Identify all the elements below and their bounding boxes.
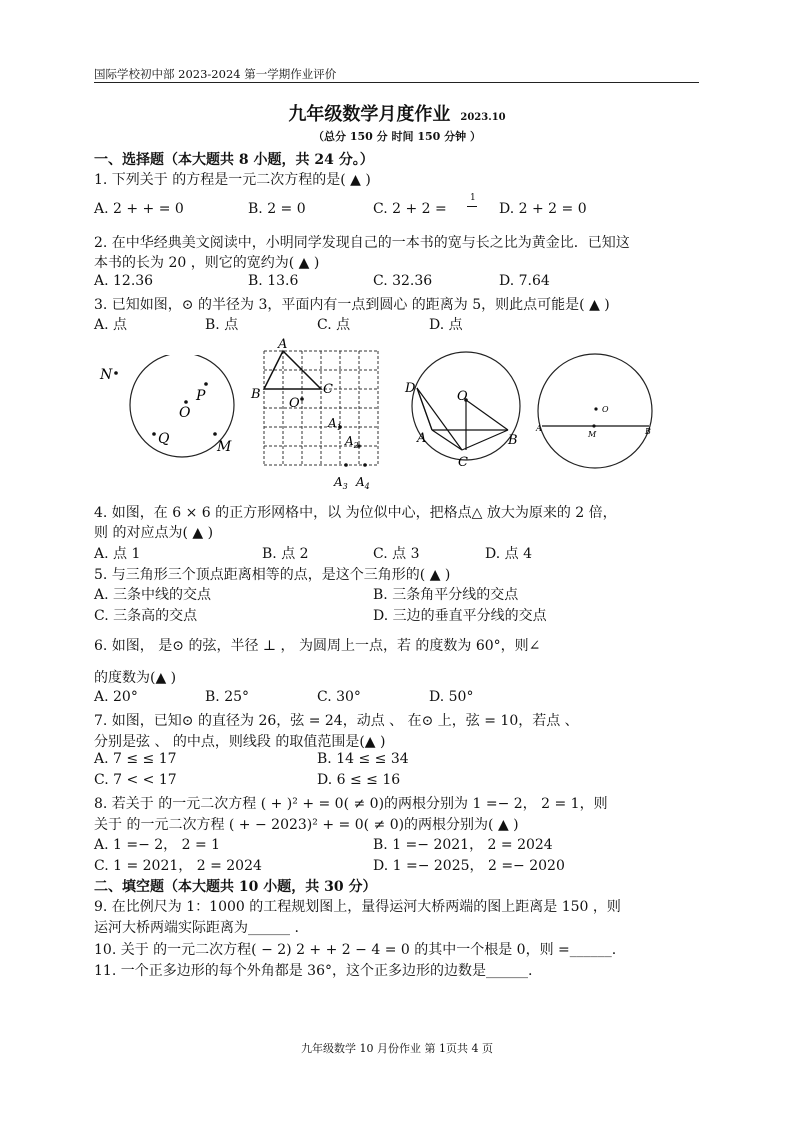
point-o [184,400,188,404]
q8-option-c: C. 1 = 2021， 2 = 2024 [94,858,262,874]
q2-option-d: D. 7.64 [499,273,550,289]
point-p [204,382,208,386]
q8-option-a: A. 1 =− 2， 2 = 1 [94,837,221,853]
q7-option-d: D. 6 ≤ ≤ 16 [317,772,401,788]
label-p: P [196,388,206,404]
label-a1: $A_1$ [328,416,342,432]
q7-option-a: A. 7 ≤ ≤ 17 [94,751,177,767]
q3-option-a: A. 点 [94,317,128,333]
label-o: O [457,389,468,404]
q6-option-a: A. 20° [94,689,138,705]
page-header: 国际学校初中部 2023-2024 第一学期作业评价 [94,67,337,81]
label-o: O [179,405,191,421]
q6-line-1: 6. 如图， 是⊙ 的弦，半径 ⊥ ， 为圆周上一点，若 的度数为 60°，则∠ [94,638,541,654]
q8-line-1: 8. 若关于 的一元二次方程 ( + )² + = 0( ≠ 0)的两根分别为 1 =− 2， 2 = 1，则 [94,796,608,812]
q8-line-2: 关于 的一元二次方程 ( + − 2023)² + = 0( ≠ 0)的两根分别为( ▲ ) [94,817,519,833]
q9-line-2: 运河大桥两端实际距离为______ . [94,920,299,936]
label-m: M [588,430,597,439]
q1-option-c: C. 2 + 2 = [373,201,447,217]
q6-option-b: B. 25° [205,689,250,705]
point-m [213,432,217,436]
label-b: B [251,387,261,402]
q4-option-c: C. 点 3 [373,546,420,562]
label-c: C [458,455,468,470]
q4-option-b: B. 点 2 [262,546,309,562]
label-a: A [278,337,288,352]
q8-option-b: B. 1 =− 2021， 2 = 2024 [373,837,553,853]
label-o: O [602,405,609,414]
figure-grid-triangle [248,335,388,495]
label-n: N [100,367,113,383]
q11-text: 11. 一个正多边形的每个外角都是 36°，这个正多边形的边数是______. [94,963,533,979]
page-title [0,100,794,126]
q5-option-c: C. 三条高的交点 [94,608,198,624]
q10-text: 10. 关于 的一元二次方程( − 2) 2 + + 2 − 4 = 0 的其中一个根是 0，则 =______. [94,942,617,958]
q1-option-b: B. 2 = 0 [248,201,306,217]
title-text: 九年级数学月度作业 [288,104,451,125]
q4-line-1: 4. 如图，在 6 × 6 的正方形网格中，以 为位似中心，把格点△ 放大为原来的 2 倍， [94,505,617,521]
q2-option-b: B. 13.6 [248,273,299,289]
page-subtitle: （总分 150 分 时间 150 分钟 ） [313,130,481,143]
label-a2: $A_2$ [345,434,359,450]
q5-option-a: A. 三条中线的交点 [94,587,212,603]
figure-circle-points [95,355,245,465]
header-divider [94,82,699,83]
label-a: A [536,424,542,433]
q7-option-b: B. 14 ≤ ≤ 34 [317,751,409,767]
q5-option-d: D. 三边的垂直平分线的交点 [373,608,547,624]
q2-option-a: A. 12.36 [94,273,154,289]
label-b: B [645,427,651,436]
grid-lines [264,351,378,465]
q5-option-b: B. 三条角平分线的交点 [373,587,519,603]
q7-line-2: 分别是弦 、 的中点，则线段 的取值范围是(▲ ) [94,734,386,750]
q2-line-1: 2. 在中华经典美文阅读中，小明同学发现自己的一本书的宽与长之比为黄金比．已知这 [94,235,630,251]
point-q [152,432,156,436]
circle-o [538,354,652,468]
q6-option-d: D. 50° [429,689,474,705]
q5-stem: 5. 与三角形三个顶点距离相等的点，是这个三角形的( ▲ ) [94,567,451,583]
point-o [300,397,304,401]
q9-line-1: 9. 在比例尺为 1：1000 的工程规划图上，量得运河大桥两端的图上距离是 150 ，则 [94,899,621,915]
label-a3: $A_3$ [334,475,348,491]
section-2-heading: 二、填空题（本大题共 10 小题，共 30 分） [94,879,377,895]
label-m: M [217,439,232,455]
q4-option-a: A. 点 1 [94,546,141,562]
label-d: D [405,381,416,396]
q7-line-1: 7. 如图，已知⊙ 的直径为 26，弦 = 24，动点 、 在⊙ 上，弦 = 10，若点 、 [94,713,579,729]
label-c: C [323,382,333,397]
triangle-abc [264,351,321,389]
q1-fraction-bar [467,206,477,207]
q1-option-a: A. 2 + + = 0 [94,201,184,217]
q3-option-d: D. 点 [429,317,463,333]
q6-line-2: 的度数为(▲ ) [94,670,177,686]
q2-line-2: 本书的长为 20 ，则它的宽约为( ▲ ) [94,255,320,271]
q7-option-c: C. 7 < < 17 [94,772,177,788]
q2-option-c: C. 32.36 [373,273,433,289]
figure-circle-chords [400,348,530,473]
label-q: Q [158,431,170,447]
label-b: B [508,433,518,448]
q3-option-b: B. 点 [205,317,239,333]
figure-circle-chord-ab [535,350,670,470]
section-1-heading: 一、选择题（本大题共 8 小题，共 24 分。） [94,152,374,168]
q3-stem: 3. 已知如图，⊙ 的半径为 3，平面内有一点到圆心 的距离为 5，则此点可能是( ▲ ) [94,297,610,313]
label-o: O [289,396,300,411]
q1-option-d: D. 2 + 2 = 0 [499,201,587,217]
q3-option-c: C. 点 [317,317,351,333]
q6-option-c: C. 30° [317,689,361,705]
point-a3 [344,463,348,467]
label-a4: $A_4$ [356,475,370,491]
point-a4 [363,463,367,467]
title-date: 2023.10 [460,112,506,123]
point-o [594,407,597,410]
q4-line-2: 则 的对应点为( ▲ ) [94,525,214,541]
q1-stem: 1. 下列关于 的方程是一元二次方程的是( ▲ ) [94,172,371,188]
q8-option-d: D. 1 =− 2025， 2 =− 2020 [373,858,565,874]
label-a: A [417,431,427,446]
point-n [114,371,118,375]
page-footer: 九年级数学 10 月份作业 第 1页共 4 页 [301,1042,493,1055]
q1-option-c-fraction: 1 [470,193,476,203]
point-m [592,424,595,427]
q4-option-d: D. 点 4 [485,546,532,562]
